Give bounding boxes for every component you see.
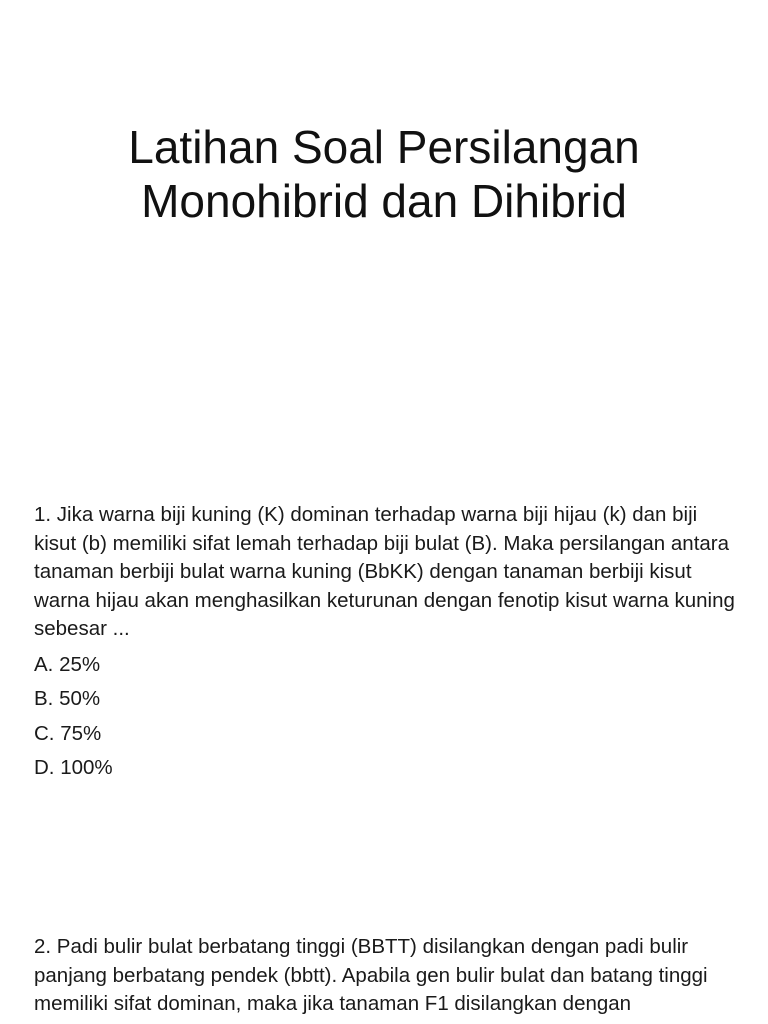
question-1-text: 1. Jika warna biji kuning (K) dominan terhadap warna biji hijau (k) dan biji kisut (b) memiliki sifat lemah terhadap biji bulat (B). Maka persilangan antara tanaman berbiji bulat warna kuning (BbKK) dengan tanaman berbiji kisut warna hijau akan menghasilkan keturunan dengan fenotip kisut warna kuning sebesar ... bbox=[34, 503, 735, 640]
question-1 bbox=[34, 501, 740, 786]
option-d: D. 100% bbox=[34, 756, 113, 779]
page-title bbox=[0, 120, 768, 228]
question-2-text: 2. Padi bulir bulat berbatang tinggi (BBTT) disilangkan dengan padi bulir panjang berbatang pendek (bbtt). Apabila gen bulir bulat dan batang tinggi memiliki sifat dominan, maka jika tanaman F1 disilangkan dengan bbox=[34, 935, 708, 1015]
question-2 bbox=[34, 933, 740, 1019]
option-b: B. 50% bbox=[34, 687, 101, 710]
option-a: A. 25% bbox=[34, 652, 101, 676]
option-c: C. 75% bbox=[34, 721, 102, 745]
title-line-1: Latihan Soal Persilangan bbox=[128, 121, 640, 173]
question-1-options bbox=[34, 648, 740, 786]
title-line-2: Monohibrid dan Dihibrid bbox=[141, 175, 627, 227]
